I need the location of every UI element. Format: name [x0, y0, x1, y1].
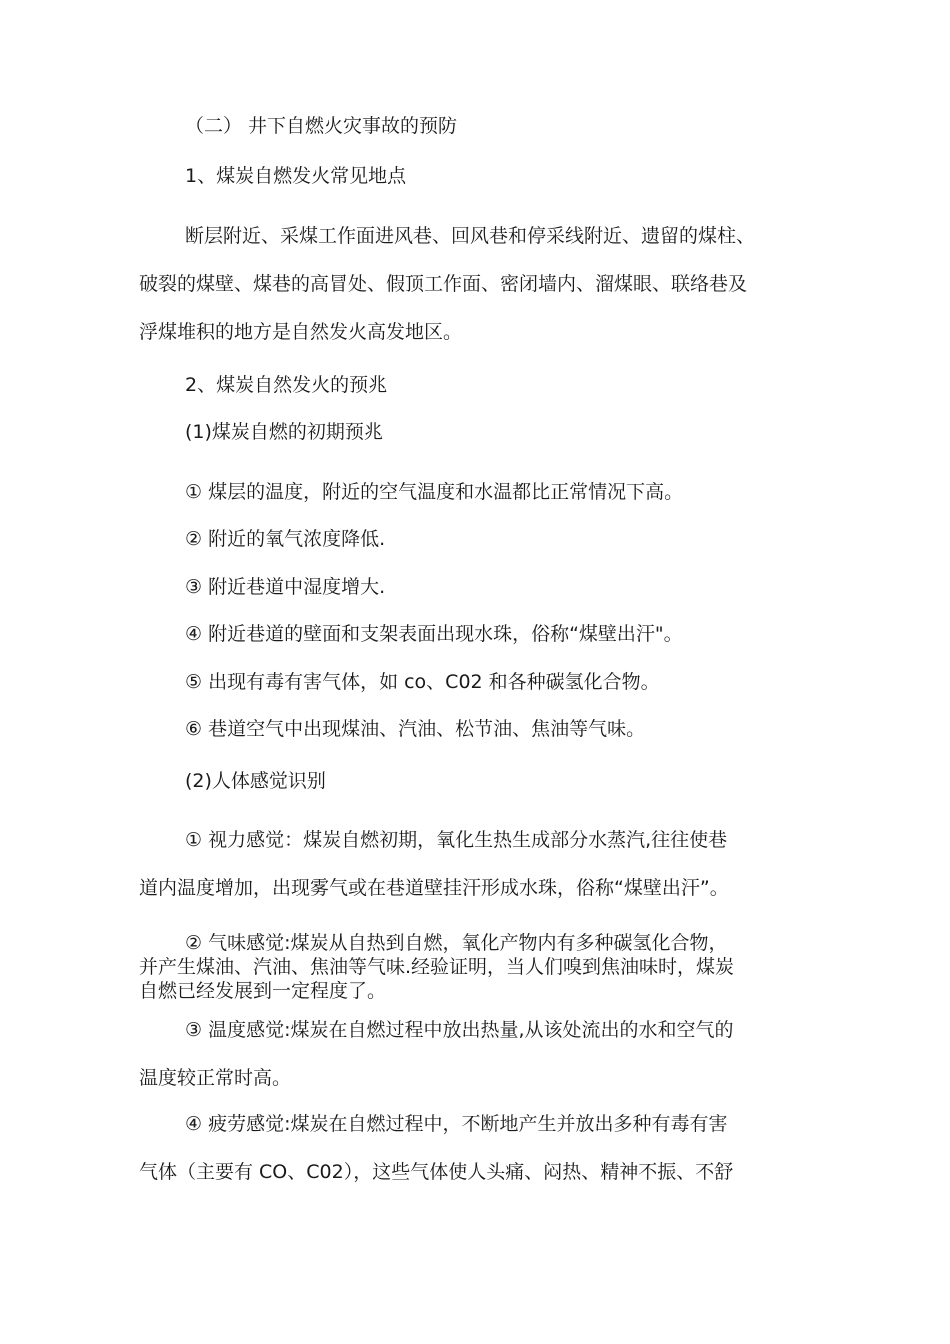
heading-1: 1、煤炭自燃发火常见地点 — [185, 165, 407, 187]
paragraph-line: 断层附近、采煤工作面进风巷、回风巷和停采线附近、遗留的煤柱、 — [185, 225, 756, 247]
paragraph-line: 气体（主要有 CO、C02），这些气体使人头痛、闷热、精神不振、不舒 — [139, 1161, 734, 1183]
sign-item: ④ 附近巷道的壁面和支架表面出现水珠，俗称“煤壁出汗"。 — [185, 623, 683, 645]
paragraph-line: 破裂的煤壁、煤巷的高冒处、假顶工作面、密闭墙内、溜煤眼、联络巷及 — [139, 273, 748, 295]
paragraph-line: 温度较正常时高。 — [139, 1067, 292, 1089]
sign-item: ② 附近的氧气浓度降低. — [185, 528, 386, 550]
paragraph-line: ④ 疲劳感觉:煤炭在自燃过程中，不断地产生并放出多种有毒有害 — [185, 1113, 728, 1135]
paragraph-line: 并产生煤油、汽油、焦油等气味.经验证明，当人们嗅到焦油味时，煤炭 — [139, 956, 735, 978]
heading-2: 2、煤炭自然发火的预兆 — [185, 374, 388, 396]
paragraph-line: ③ 温度感觉:煤炭在自燃过程中放出热量,从该处流出的水和空气的 — [185, 1019, 734, 1041]
paragraph-line: ② 气味感觉:煤炭从自热到自燃，氧化产物内有多种碳氢化合物， — [185, 932, 728, 954]
sign-item: ① 煤层的温度，附近的空气温度和水温都比正常情况下高。 — [185, 481, 684, 503]
paragraph-line: 自燃已经发展到一定程度了。 — [139, 980, 387, 1002]
paragraph-line: 浮煤堆积的地方是自然发火高发地区。 — [139, 321, 463, 343]
paragraph-line: 道内温度增加，出现雾气或在巷道壁挂汗形成水珠，俗称“煤壁出汗”。 — [139, 877, 729, 899]
sign-item: ③ 附近巷道中湿度增大. — [185, 576, 386, 598]
sign-item: ⑥ 巷道空气中出现煤油、汽油、松节油、焦油等气味。 — [185, 718, 646, 740]
subheading-1: (1)煤炭自燃的初期预兆 — [185, 421, 383, 443]
sign-item: ⑤ 出现有毒有害气体，如 co、C02 和各种碳氢化合物。 — [185, 671, 660, 693]
subheading-2: (2)人体感觉识别 — [185, 770, 326, 792]
section-title: （二） 井下自燃火灾事故的预防 — [185, 115, 458, 137]
paragraph-line: ① 视力感觉：煤炭自燃初期，氧化生热生成部分水蒸汽,往往使巷 — [185, 829, 728, 851]
